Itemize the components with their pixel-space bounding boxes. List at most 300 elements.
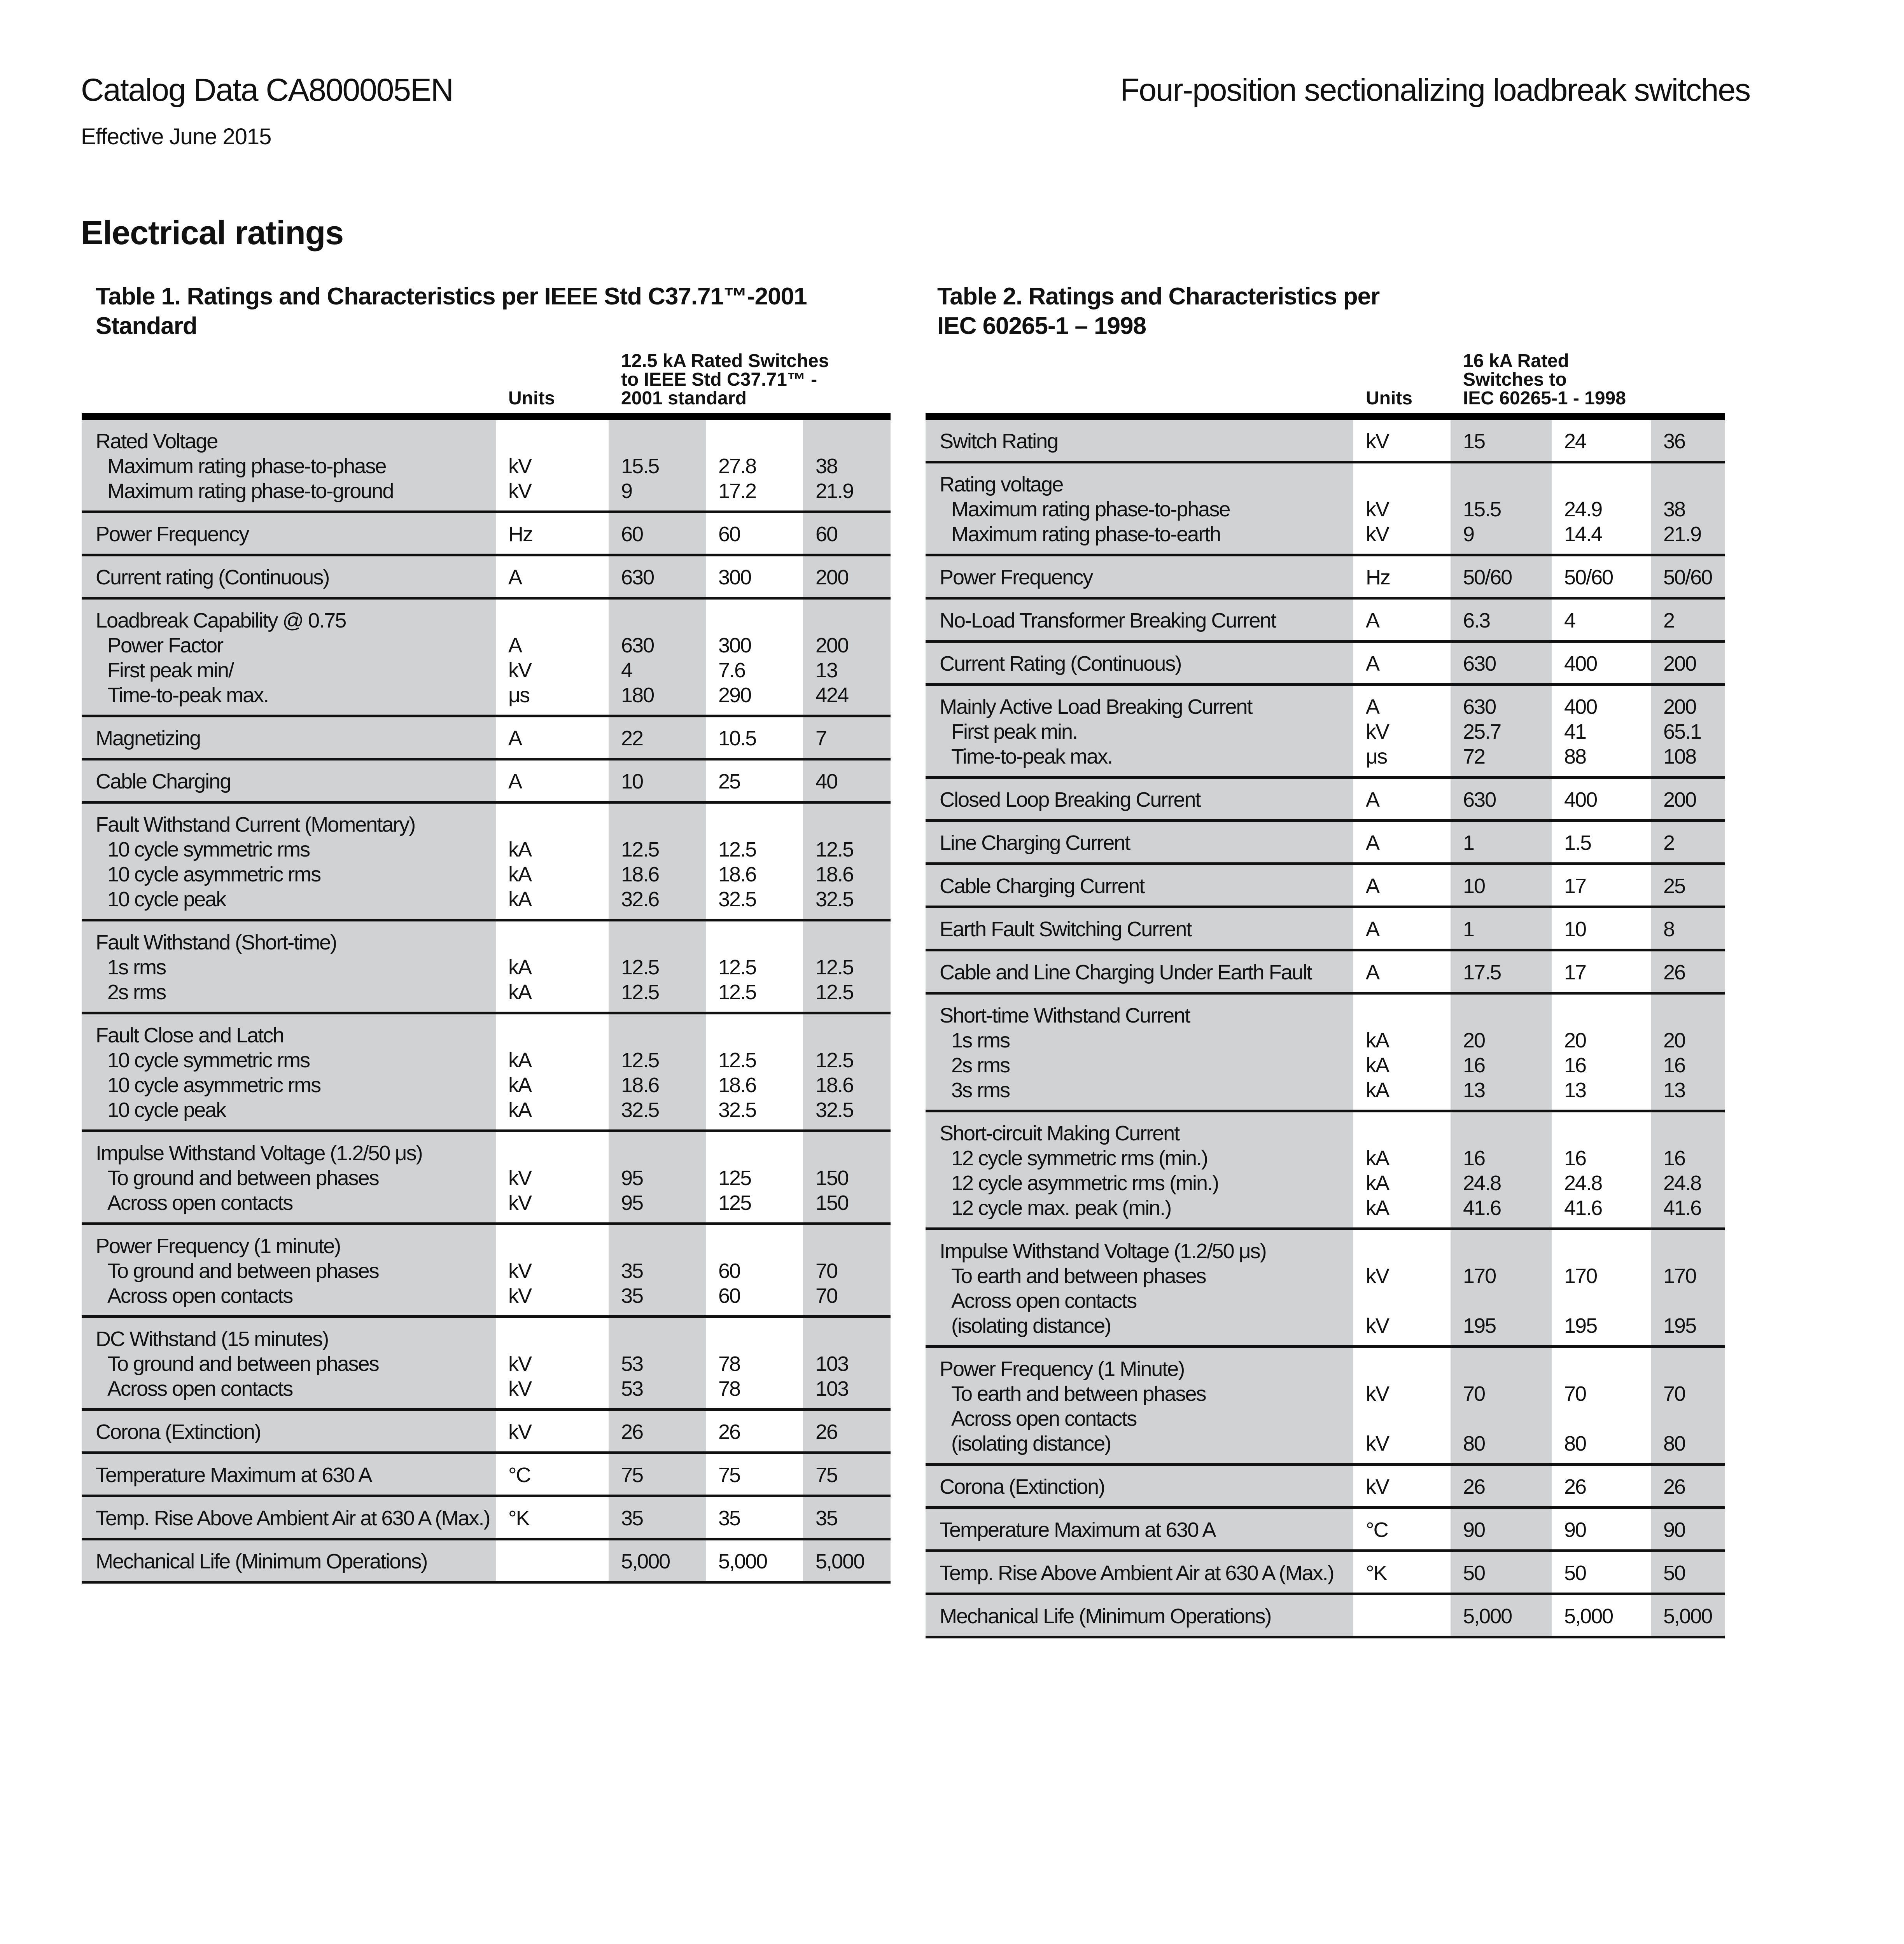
row-units-line: kA <box>1366 1147 1389 1170</box>
table-row <box>926 821 1725 864</box>
value-col-2-line: 400 <box>1564 695 1597 719</box>
row-label-line: Line Charging Current <box>940 831 1130 855</box>
value-col-2-line: 125 <box>718 1166 751 1190</box>
table-row <box>82 716 891 759</box>
value-col-2 <box>1552 950 1651 993</box>
row-units <box>1353 598 1451 642</box>
row-label <box>926 1594 1353 1637</box>
value-col-1-line: 32.5 <box>621 1098 659 1122</box>
row-label-line: Maximum rating phase-to-ground <box>107 479 394 503</box>
row-units-line: kA <box>508 981 532 1004</box>
row-label <box>82 1224 496 1317</box>
value-col-1-line <box>1463 1003 1552 1028</box>
value-col-1-line: 75 <box>621 1463 643 1487</box>
value-col-3-line: 12.5 <box>816 1049 854 1072</box>
row-label-line: 10 cycle peak <box>107 888 226 911</box>
value-col-3 <box>1651 642 1725 685</box>
value-col-2-line: 1.5 <box>1564 831 1591 855</box>
value-col-2-line: 26 <box>718 1420 740 1444</box>
value-col-1-line: 4 <box>621 659 632 682</box>
row-label-line: Cable Charging Current <box>940 874 1144 898</box>
value-col-1-line: 32.6 <box>621 888 659 911</box>
value-col-2-line <box>718 930 803 955</box>
value-col-1 <box>1451 821 1552 864</box>
value-col-2 <box>1552 1347 1651 1465</box>
value-col-3 <box>1651 1111 1725 1229</box>
value-col-2 <box>706 1317 803 1410</box>
table-row <box>926 462 1725 555</box>
value-col-3-line: 200 <box>1663 695 1696 719</box>
value-col-2-line: 70 <box>1564 1382 1586 1406</box>
row-units-line: kA <box>508 888 532 911</box>
row-label-line: Cable Charging <box>96 770 231 793</box>
row-units-line: A <box>1366 652 1379 675</box>
value-col-3 <box>1651 907 1725 950</box>
row-units <box>1353 950 1451 993</box>
value-col-3-line: 70 <box>816 1259 838 1283</box>
row-label-line: Time-to-peak max. <box>951 745 1113 768</box>
value-col-2-line <box>1564 1239 1651 1264</box>
row-units <box>1353 555 1451 598</box>
row-label-line: 10 cycle asymmetric rms <box>107 1073 321 1097</box>
value-col-1-line: 95 <box>621 1166 643 1190</box>
value-col-2 <box>706 1453 803 1496</box>
value-col-1-line: 18.6 <box>621 1073 659 1097</box>
value-col-3 <box>1651 462 1725 555</box>
row-label-line: Maximum rating phase-to-earth <box>951 523 1221 546</box>
value-col-3 <box>1651 1551 1725 1594</box>
row-label <box>926 1508 1353 1551</box>
row-label-line: 12 cycle symmetric rms (min.) <box>951 1147 1208 1170</box>
value-col-1 <box>1451 950 1552 993</box>
row-label-line: Current Rating (Continuous) <box>940 652 1181 675</box>
product-title: Four-position sectionalizing loadbreak switches <box>1120 72 1750 108</box>
row-units-line <box>508 1023 609 1048</box>
value-col-3 <box>803 1317 891 1410</box>
value-col-2-line <box>1564 1406 1651 1431</box>
value-col-3 <box>803 1453 891 1496</box>
value-col-3 <box>803 1224 891 1317</box>
row-units <box>1353 1551 1451 1594</box>
table-row <box>82 920 891 1013</box>
value-col-1-line <box>621 1327 706 1351</box>
table-row <box>926 1508 1725 1551</box>
value-col-2-line: 90 <box>1564 1518 1586 1542</box>
value-col-1 <box>1451 1594 1552 1637</box>
row-units-line: A <box>1366 609 1379 632</box>
row-units <box>1353 685 1451 778</box>
value-col-1-line: 15 <box>1463 430 1485 453</box>
row-label-line: Power Frequency (1 minute) <box>96 1234 341 1258</box>
row-label-line: Temperature Maximum at 630 A <box>96 1463 372 1487</box>
table2-header-row <box>926 352 1725 417</box>
value-col-3-line: 65.1 <box>1663 720 1701 743</box>
row-units-line: A <box>508 566 522 589</box>
value-col-3 <box>1651 685 1725 778</box>
row-units-line <box>508 608 609 633</box>
value-col-1-line <box>621 930 706 955</box>
row-label-line: Maximum rating phase-to-phase <box>107 455 386 478</box>
value-col-3-line <box>1663 1406 1725 1431</box>
table1-header-group <box>609 352 891 417</box>
row-units-line: kV <box>508 1420 532 1444</box>
row-units-line: A <box>1366 788 1379 811</box>
row-units-line: A <box>508 770 522 793</box>
value-col-3-line: 26 <box>816 1420 838 1444</box>
value-col-3 <box>1651 1508 1725 1551</box>
table-row <box>82 1224 891 1317</box>
row-label-line: Short-time Withstand Current <box>940 1004 1190 1027</box>
value-col-2-line: 75 <box>718 1463 740 1487</box>
row-units-line: kV <box>1366 1264 1389 1288</box>
value-col-3-line: 70 <box>1663 1382 1685 1406</box>
value-col-2-line <box>1564 1357 1651 1381</box>
row-label-line: Switch Rating <box>940 430 1058 453</box>
value-col-1-line: 12.5 <box>621 981 659 1004</box>
value-col-3-line: 18.6 <box>816 1073 854 1097</box>
row-label-line: Across open contacts <box>951 1289 1137 1313</box>
value-col-1-line: 13 <box>1463 1079 1485 1102</box>
row-label-line: 10 cycle peak <box>107 1098 226 1122</box>
value-col-1-line: 18.6 <box>621 863 659 886</box>
value-col-1 <box>609 555 706 598</box>
row-label-line: DC Withstand (15 minutes) <box>96 1327 329 1351</box>
value-col-2 <box>706 1224 803 1317</box>
value-col-2 <box>706 417 803 512</box>
value-col-2-line: 41 <box>1564 720 1586 743</box>
value-col-1-line: 5,000 <box>1463 1605 1512 1628</box>
table-row <box>926 1229 1725 1347</box>
table2-header-group-line2: Switches to <box>1463 369 1567 390</box>
row-label <box>82 759 496 802</box>
value-col-2 <box>1552 778 1651 821</box>
value-col-2-line <box>718 1141 803 1166</box>
value-col-3-line: 150 <box>816 1166 849 1190</box>
table-row <box>926 993 1725 1111</box>
value-col-1-line: 60 <box>621 523 643 546</box>
row-label-line: Corona (Extinction) <box>96 1420 261 1444</box>
value-col-2 <box>1552 993 1651 1111</box>
value-col-2 <box>1552 1594 1651 1637</box>
row-label <box>82 716 496 759</box>
row-label-line: (isolating distance) <box>951 1314 1111 1337</box>
value-col-2 <box>1552 417 1651 462</box>
value-col-3 <box>803 512 891 555</box>
row-label-line: 3s rms <box>951 1079 1010 1102</box>
row-label <box>926 685 1353 778</box>
value-col-1-line: 35 <box>621 1259 643 1283</box>
value-col-1-line: 70 <box>1463 1382 1485 1406</box>
table-row <box>926 642 1725 685</box>
row-label <box>82 1410 496 1453</box>
table-row <box>82 759 891 802</box>
value-col-1-line: 26 <box>1463 1475 1485 1498</box>
row-label <box>82 1453 496 1496</box>
value-col-1 <box>1451 555 1552 598</box>
value-col-2-line <box>1564 1121 1651 1146</box>
row-units-line: kV <box>1366 1432 1389 1455</box>
row-label-line: Temp. Rise Above Ambient Air at 630 A (Max.) <box>940 1561 1334 1585</box>
row-units <box>496 598 609 716</box>
value-col-3 <box>1651 1347 1725 1465</box>
value-col-1-line: 12.5 <box>621 1049 659 1072</box>
value-col-2-line <box>718 1327 803 1351</box>
value-col-3-line: 195 <box>1663 1314 1696 1337</box>
value-col-1-line <box>621 429 706 454</box>
value-col-3-line: 25 <box>1663 874 1685 898</box>
value-col-2 <box>1552 1551 1651 1594</box>
value-col-2-line: 4 <box>1564 609 1575 632</box>
value-col-1-line: 15.5 <box>1463 498 1501 521</box>
table2-title-line2: IEC 60265-1 – 1998 <box>937 313 1146 339</box>
value-col-3-line: 8 <box>1663 918 1675 941</box>
value-col-3-line: 150 <box>816 1191 849 1215</box>
value-col-3 <box>1651 950 1725 993</box>
value-col-2 <box>706 1131 803 1224</box>
row-label-line: Power Frequency <box>940 566 1093 589</box>
row-label-line: First peak min. <box>951 720 1078 743</box>
value-col-1 <box>609 598 706 716</box>
row-label-line: Temp. Rise Above Ambient Air at 630 A (Max.) <box>96 1507 490 1530</box>
row-label-line: Cable and Line Charging Under Earth Fault <box>940 961 1312 984</box>
value-col-3-line: 26 <box>1663 1475 1685 1498</box>
value-col-1 <box>1451 462 1552 555</box>
row-label-line: First peak min/ <box>107 659 234 682</box>
value-col-2-line: 18.6 <box>718 863 756 886</box>
value-col-1-line: 20 <box>1463 1029 1485 1052</box>
value-col-3-line: 5,000 <box>1663 1605 1712 1628</box>
value-col-1-line <box>1463 1288 1552 1313</box>
table2-header-group-line3: IEC 60265-1 - 1998 <box>1463 388 1626 409</box>
value-col-1-line: 24.8 <box>1463 1171 1501 1195</box>
value-col-3-line <box>816 812 891 837</box>
value-col-3-line: 36 <box>1663 430 1685 453</box>
value-col-1-line: 630 <box>1463 695 1496 719</box>
row-units-line <box>1366 1604 1451 1629</box>
row-label <box>82 1131 496 1224</box>
row-units-line: Hz <box>508 523 532 546</box>
value-col-3-line: 50 <box>1663 1561 1685 1585</box>
value-col-1 <box>1451 907 1552 950</box>
row-units-line <box>508 930 609 955</box>
value-col-3 <box>803 1410 891 1453</box>
row-units <box>1353 417 1451 462</box>
value-col-3 <box>803 1496 891 1539</box>
value-col-3-line: 90 <box>1663 1518 1685 1542</box>
row-units <box>1353 1465 1451 1508</box>
value-col-2-line: 17.2 <box>718 479 756 503</box>
value-col-2-line: 35 <box>718 1507 740 1530</box>
row-units-line <box>508 1549 609 1574</box>
value-col-2 <box>1552 642 1651 685</box>
row-label-line: 1s rms <box>107 956 166 979</box>
value-col-1-line <box>621 1234 706 1259</box>
iec-ratings-table <box>926 352 1725 1638</box>
value-col-3-line: 40 <box>816 770 838 793</box>
row-label-line: 1s rms <box>951 1029 1010 1052</box>
value-col-2 <box>706 1539 803 1582</box>
table-row <box>82 1410 891 1453</box>
value-col-3-line <box>1663 1121 1725 1146</box>
row-label-line: Power Frequency (1 Minute) <box>940 1357 1185 1381</box>
value-col-3 <box>1651 778 1725 821</box>
value-col-1-line <box>621 1141 706 1166</box>
value-col-2-line: 60 <box>718 1284 740 1308</box>
value-col-2-line: 88 <box>1564 745 1586 768</box>
value-col-2 <box>706 598 803 716</box>
value-col-3-line: 80 <box>1663 1432 1685 1455</box>
row-units-line: A <box>1366 695 1379 719</box>
value-col-2 <box>706 1496 803 1539</box>
value-col-3 <box>803 417 891 512</box>
row-label-line: Corona (Extinction) <box>940 1475 1105 1498</box>
value-col-2-line: 12.5 <box>718 956 756 979</box>
value-col-2-line: 78 <box>718 1352 740 1376</box>
value-col-1 <box>609 759 706 802</box>
row-label-line: 2s rms <box>951 1054 1010 1077</box>
value-col-1-line <box>621 1023 706 1048</box>
value-col-1-line: 50/60 <box>1463 566 1512 589</box>
value-col-3 <box>803 1131 891 1224</box>
row-label <box>926 1465 1353 1508</box>
value-col-3-line: 18.6 <box>816 863 854 886</box>
value-col-3-line: 21.9 <box>816 479 854 503</box>
value-col-1-line: 53 <box>621 1377 643 1400</box>
row-label <box>82 920 496 1013</box>
row-units-line: kA <box>1366 1054 1389 1077</box>
value-col-3 <box>803 759 891 802</box>
value-col-2 <box>1552 685 1651 778</box>
row-label-line: 12 cycle asymmetric rms (min.) <box>951 1171 1219 1195</box>
ieee-ratings-table <box>82 352 891 1584</box>
value-col-3 <box>1651 1465 1725 1508</box>
row-label <box>82 512 496 555</box>
row-units-line: kV <box>508 1166 532 1190</box>
row-label <box>926 555 1353 598</box>
value-col-3-line: 200 <box>816 566 849 589</box>
row-units <box>1353 864 1451 907</box>
value-col-3-line: 50/60 <box>1663 566 1712 589</box>
value-col-2-line: 60 <box>718 523 740 546</box>
row-label <box>926 462 1353 555</box>
value-col-2-line: 17 <box>1564 874 1586 898</box>
row-units-line: kV <box>1366 1382 1389 1406</box>
row-units-line: Hz <box>1366 566 1390 589</box>
row-units-line <box>1366 1121 1451 1146</box>
table-row <box>82 555 891 598</box>
value-col-2-line: 290 <box>718 684 751 707</box>
value-col-3-line <box>816 930 891 955</box>
row-units <box>1353 1111 1451 1229</box>
row-label <box>82 1317 496 1410</box>
value-col-1-line: 72 <box>1463 745 1485 768</box>
value-col-1-line: 630 <box>621 566 654 589</box>
value-col-2-line <box>1564 1288 1651 1313</box>
value-col-2-line: 18.6 <box>718 1073 756 1097</box>
table-row <box>82 1453 891 1496</box>
row-label-line: Impulse Withstand Voltage (1.2/50 μs) <box>940 1239 1266 1263</box>
table2-title-line1: Table 2. Ratings and Characteristics per <box>937 283 1380 310</box>
value-col-3 <box>1651 555 1725 598</box>
row-label-line: Rated Voltage <box>96 430 218 453</box>
row-label-line: Mainly Active Load Breaking Current <box>940 695 1252 719</box>
value-col-1-line: 195 <box>1463 1314 1496 1337</box>
value-col-2-line: 5,000 <box>1564 1605 1613 1628</box>
value-col-3-line: 12.5 <box>816 981 854 1004</box>
value-col-3-line <box>816 1327 891 1351</box>
value-col-2-line: 400 <box>1564 652 1597 675</box>
row-units <box>496 1496 609 1539</box>
value-col-1 <box>1451 993 1552 1111</box>
row-units-line: kV <box>1366 1475 1389 1498</box>
row-label <box>926 950 1353 993</box>
value-col-1-line: 26 <box>621 1420 643 1444</box>
value-col-1 <box>609 1496 706 1539</box>
table1-header-group-line1: 12.5 kA Rated Switches <box>621 351 829 371</box>
row-label-line: Power Factor <box>107 634 223 657</box>
value-col-2 <box>706 802 803 920</box>
value-col-2-line: 16 <box>1564 1054 1586 1077</box>
value-col-3-line: 7 <box>816 727 827 750</box>
row-units-line: kA <box>1366 1029 1389 1052</box>
row-units-line: A <box>508 634 522 657</box>
row-label-line: To ground and between phases <box>107 1166 379 1190</box>
value-col-2-line: 50 <box>1564 1561 1586 1585</box>
row-units-line: kV <box>508 659 532 682</box>
value-col-1-line: 90 <box>1463 1518 1485 1542</box>
row-label-line: Fault Withstand Current (Momentary) <box>96 813 415 836</box>
row-units-line <box>508 1234 609 1259</box>
table1-header-row <box>82 352 891 417</box>
value-col-3-line: 16 <box>1663 1054 1685 1077</box>
row-label <box>82 802 496 920</box>
value-col-1-line: 80 <box>1463 1432 1485 1455</box>
row-label <box>926 907 1353 950</box>
value-col-1-line: 180 <box>621 684 654 707</box>
value-col-2-line: 12.5 <box>718 981 756 1004</box>
value-col-2-line: 25 <box>718 770 740 793</box>
row-units <box>496 1131 609 1224</box>
value-col-2-line: 125 <box>718 1191 751 1215</box>
row-units <box>496 1539 609 1582</box>
value-col-3-line: 103 <box>816 1377 849 1400</box>
row-units-line <box>1366 1406 1451 1431</box>
row-label <box>82 598 496 716</box>
section-title: Electrical ratings <box>81 214 344 252</box>
value-col-1-line: 630 <box>1463 652 1496 675</box>
value-col-1-line: 5,000 <box>621 1550 670 1573</box>
value-col-1 <box>609 1453 706 1496</box>
value-col-1-line: 17.5 <box>1463 961 1501 984</box>
row-units-line: kV <box>508 1284 532 1308</box>
value-col-1-line <box>1463 1239 1552 1264</box>
row-units-line: kA <box>508 1098 532 1122</box>
value-col-3-line: 13 <box>1663 1079 1685 1102</box>
value-col-1 <box>609 512 706 555</box>
value-col-2-line <box>718 1023 803 1048</box>
row-units-line: kV <box>508 479 532 503</box>
value-col-3 <box>803 920 891 1013</box>
value-col-2 <box>1552 907 1651 950</box>
row-units <box>496 1013 609 1131</box>
value-col-3-line: 12.5 <box>816 838 854 861</box>
row-label-line: Current rating (Continuous) <box>96 566 329 589</box>
row-units <box>496 1224 609 1317</box>
row-units-line: kV <box>1366 498 1389 521</box>
table-row <box>926 864 1725 907</box>
value-col-3-line <box>1663 1239 1725 1264</box>
row-label <box>926 1111 1353 1229</box>
